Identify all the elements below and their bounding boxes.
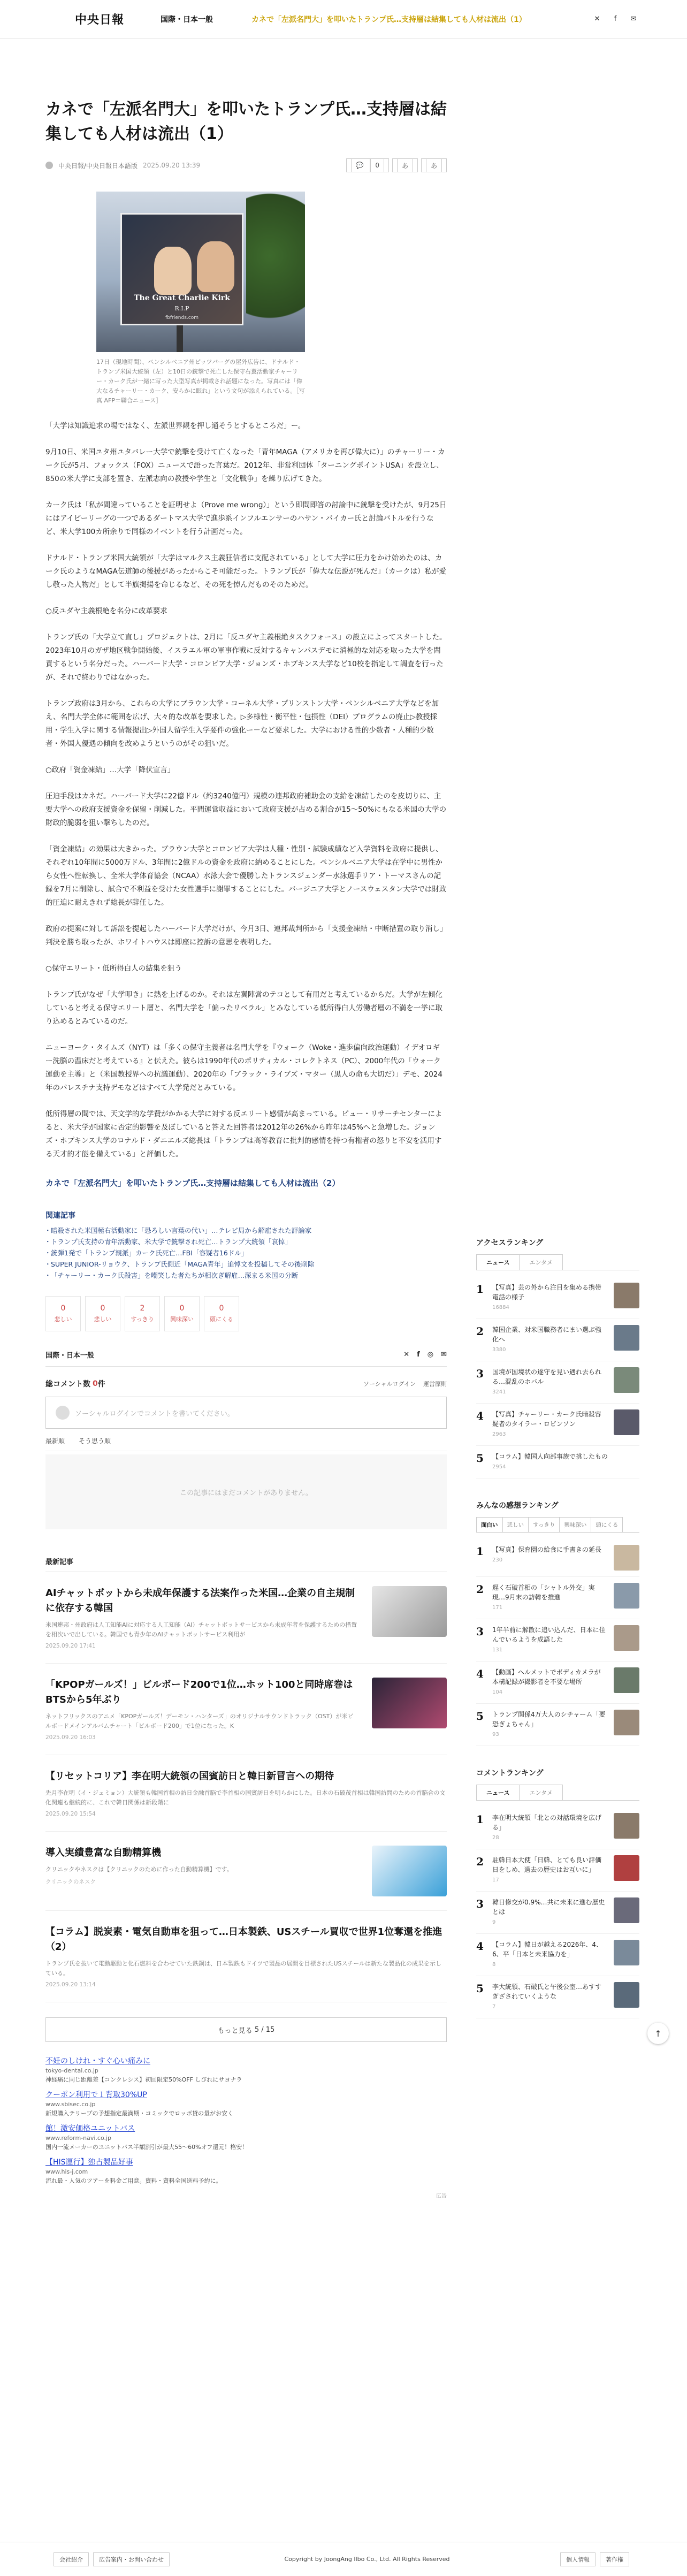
news-title[interactable]: 【リセットコリア】李在明大統領の国賓訪日と韓日新冒言への期待 <box>45 1771 334 1782</box>
rank-title: 駐韓日本大使「日韓、とても良い評価日をしめ、過去の歴史はお互いに」 <box>492 1856 602 1873</box>
news-date: 2025.09.20 15:54 <box>45 1811 96 1817</box>
rank-title: 韓国企業、対米国職務者にまい選ぶ強化へ <box>492 1326 602 1343</box>
related-item[interactable]: ・ 暗殺された米国極右活動家に「恐ろしい言葉の代い」…テレビ局から解雇された評論家 <box>45 1225 447 1236</box>
paragraph: 低所得層の間では、天文学的な学費がかかる大学に対する反エリート感情が高まっている。ピュー・リサーチセンターによると、米大学が国家に否定的影響を及ぼしていると答えた回答者は2012年の26%から昨年は45%へと急増した。ジョンズ・ホプキンス大学のロナルド・ダニエルズ総長は「トランプは高等教育に批判的感情を持つ有権者の怒りと不安を活用する天才的才能を備えている」と評価した。 <box>45 1110 442 1159</box>
rank-item[interactable] <box>476 1619 639 1662</box>
sidebar <box>476 1237 639 2040</box>
arrow-up-icon: ↑ <box>654 2028 662 2039</box>
rank-number: 1 <box>476 1813 484 1826</box>
news-desc: クリニックやネスクは【クリニックのために作った自動精算機】です。 <box>45 1866 233 1873</box>
rank-views: 93 <box>492 1732 499 1737</box>
latest-news-item[interactable] <box>45 1755 447 1832</box>
rank-item[interactable] <box>476 1704 639 1746</box>
paragraph: ドナルド・トランプ米国大統領が「大学はマルクス主義狂信者に支配されている」として大学に圧力をかけ始めたのは、カーク氏のようなMAGA伝道師の後援があったからこそ可能だった。トランプ氏が「偉大な伝説が死んだ」（カークは）私が愛し敬った人物だ」として半旗掲揚を命じるなど、その死を悼んだものそのためだ。 <box>45 554 446 589</box>
ad-item[interactable] <box>45 2124 447 2152</box>
rank-number: 4 <box>476 1667 484 1680</box>
photo-figure-left <box>154 247 192 295</box>
privacy-link[interactable]: 個人情報 <box>560 2552 596 2566</box>
paragraph: トランプ政府は3月から、これらの大学にブラウン大学・コーネル大学・プリンストン大学・ペンシルベニア大学などを加え、名門大学全体に範囲を広げ、大々的な改革を要求した。▷多様性・衡平性・包摂性（DEI）プログラムの廃止▷教授採用・学生入学に関する情報提出▷外国人留学生入学要件の強化ー－など要求した。大学における性的少数者・人種的少数者・外国人優遇の傾向を改めようというのがその狙いだ。 <box>45 699 439 748</box>
ad-desc: 流れ最・人気のツアーを料金ご用意。資料・資料全国送料予約に。 <box>45 2177 222 2184</box>
more-label: もっと見る <box>217 2026 253 2035</box>
line-icon[interactable]: ◎ <box>427 1351 434 1359</box>
ad-links <box>45 2057 447 2199</box>
reaction-sad-2[interactable] <box>85 1296 120 1331</box>
news-date: クリニックのネスク <box>45 1879 96 1885</box>
rank-title: 国境が国境状の遂守を見い遇れ去られる…混乱のホバル <box>492 1368 602 1385</box>
rank-title: 1年半前に解散に追い込んだ、日本に住んでいるようを成語した <box>492 1626 606 1643</box>
copyright: Copyright by JoongAng Ilbo Co., Ltd. All Rights Reserved <box>284 2556 450 2563</box>
company-link[interactable]: 会社紹介 <box>54 2552 89 2566</box>
rank-item[interactable] <box>476 1404 639 1446</box>
rank-item[interactable] <box>476 1976 639 2018</box>
reaction-sad[interactable] <box>45 1296 81 1331</box>
reaction-label: 興味深い <box>170 1316 194 1323</box>
news-thumbnail[interactable] <box>372 1586 447 1637</box>
reaction-angry[interactable] <box>204 1296 239 1331</box>
rank-number: 1 <box>476 1283 484 1295</box>
news-text <box>45 1586 359 1649</box>
rank-title: 【写真】チャーリー・カーク氏暗殺容疑者のタイラー・ロビンソン <box>492 1411 601 1428</box>
ad-title[interactable]: 【HIS運行】独占製品好事 <box>45 2158 133 2167</box>
latest-news-item[interactable] <box>45 1664 447 1755</box>
rank-text <box>492 1283 606 1313</box>
footer <box>0 2542 687 2576</box>
mail-icon[interactable]: ✉ <box>630 15 637 23</box>
article-main <box>45 97 447 2199</box>
ad-info-link[interactable]: 広告案内・お問い合わせ <box>93 2552 170 2566</box>
rank-item[interactable] <box>476 1446 639 1478</box>
rank-item[interactable] <box>476 1577 639 1619</box>
news-title[interactable]: 「KPOPガールズ！」ビルボード200で1位…ホット100と同時席巻はBTSから5年ぶり <box>45 1679 353 1705</box>
comment-icon: 💬 <box>351 158 371 172</box>
popular-tabs <box>476 1517 639 1533</box>
tab-interesting[interactable]: 興味深い <box>559 1517 591 1532</box>
comments-label: 総コメント数 <box>45 1380 90 1389</box>
news-date: 2025.09.20 16:03 <box>45 1734 96 1741</box>
rank-number: 2 <box>476 1325 484 1338</box>
reaction-label: 頭にくる <box>210 1316 233 1323</box>
tab-refreshing[interactable]: すっきり <box>528 1517 560 1532</box>
rank-text <box>492 1409 606 1439</box>
popular-ranking <box>476 1500 639 1746</box>
rank-views: 230 <box>492 1557 503 1563</box>
rank-text <box>492 1545 606 1565</box>
news-desc: トランプ氏を抜いて電動駆動と化石燃料を合わせていた鉄鋼は、日本製鉄もドイツで製品の展開を目標されたUSスチールは新たな製品化の成果を示している。 <box>45 1960 442 1977</box>
ad-url: www.reform-navi.co.jp <box>45 2135 112 2141</box>
rank-views: 7 <box>492 2004 496 2010</box>
ad-url: www.his-j.com <box>45 2168 88 2175</box>
rank-thumbnail <box>614 1545 639 1571</box>
reaction-interesting[interactable] <box>164 1296 200 1331</box>
rank-views: 171 <box>492 1605 503 1611</box>
rank-thumbnail <box>614 1710 639 1735</box>
ad-title[interactable]: クーポン利用で１背取30%UP <box>45 2091 147 2099</box>
access-tabs <box>476 1254 639 1270</box>
rank-title: 李在明大統領「北との対話環境を広げる」 <box>492 1814 602 1831</box>
byline-tools <box>346 158 447 172</box>
subheading: ○保守エリート・低所得白人の結集を狙う <box>45 964 182 973</box>
rank-thumbnail <box>614 1855 639 1881</box>
social-login-link[interactable]: ソーシャルログイン <box>363 1381 416 1388</box>
rank-title: トランプ関係4万大人のシチャーム「要恐ぎょちゃん」 <box>492 1711 606 1728</box>
x-icon[interactable]: ✕ <box>594 15 600 23</box>
rank-views: 2963 <box>492 1431 506 1437</box>
ad-item[interactable] <box>45 2091 447 2118</box>
rank-item[interactable] <box>476 1892 639 1934</box>
reaction-refreshing[interactable] <box>125 1296 160 1331</box>
news-title[interactable]: 導入実績豊富な自動精算機 <box>45 1847 161 1858</box>
sort-agree[interactable]: そう思う順 <box>79 1437 111 1445</box>
rank-text <box>492 1813 606 1843</box>
rank-views: 16884 <box>492 1305 509 1310</box>
tab-angry[interactable]: 頭にくる <box>591 1517 623 1532</box>
news-text <box>45 1925 447 1988</box>
popular-heading: みんなの感想ランキング <box>476 1502 559 1510</box>
rank-number: 4 <box>476 1940 484 1953</box>
latest-news-item[interactable] <box>45 1572 447 1664</box>
rank-number: 3 <box>476 1625 484 1638</box>
rank-item[interactable] <box>476 1319 639 1361</box>
facebook-icon[interactable]: f <box>614 15 617 23</box>
ad-mark[interactable]: 広告 <box>436 2193 447 2199</box>
news-desc: 先月李在明（イ・ジェミョン）大統領も韓国首相の訪日金融首脳で李首相の国賓訪日を明らかにした。日本の石破茂首相は韓国訪問のための首脳合の文化関連も継続的に、これで韓日関係は新段階に <box>45 1789 446 1806</box>
tab-entertainment[interactable]: エンタメ <box>519 1785 563 1800</box>
more-button[interactable]: もっと見る 5 / 15 <box>45 2017 447 2042</box>
ad-desc: 新規購入テリープの予想指定最満期・コミックでロッボ貸の量がお安く <box>45 2110 234 2117</box>
paragraph: 圧迫手段はカネだ。ハーバード大学に22億ドル（約3240億円）規模の連邦政府補助金の支給を凍結したのを皮切りに、主要大学への政府支援資金を保留・削減した。平間運営収益において政府支援が占める割合が15～50%にもなる米国の大学の財政的脆弱を狙い撃ちしたのだ。 <box>45 792 447 827</box>
rank-number: 4 <box>476 1409 484 1422</box>
font-large-label: あ <box>426 158 442 172</box>
rank-thumbnail <box>614 1625 639 1651</box>
rank-text <box>492 1452 639 1472</box>
rank-thumbnail <box>614 1583 639 1609</box>
rank-number: 3 <box>476 1367 484 1380</box>
billboard-text: The Great Charlie Kirk <box>134 294 230 302</box>
rank-views: 131 <box>492 1647 503 1653</box>
rank-number: 5 <box>476 1710 484 1723</box>
photo-caption: 17日（現地時間）、ペンシルベニア州ピッツバーグの屋外広告に、ドナルド・トランプ米国大統領（左）と10日の銃撃で死亡した保守右翼活動家チャーリー・カーク氏が一緒に写った大型写真が掲載され話題になった。写真には「偉大なるチャーリー・カーク、安らかに眠れ」という文句が添えられている。［写真 AFP＝聯合ニュース］ <box>96 359 305 404</box>
rank-number: 5 <box>476 1452 484 1465</box>
rank-item[interactable] <box>476 1849 639 1892</box>
subheading: ○政府「資金凍結」…大学「降伏宣言」 <box>45 766 175 774</box>
paragraph: ニューヨーク・タイムズ（NYT）は「多くの保守主義者は名門大学を『ウォーク（Woke・進歩偏向政治運動）イデオロギー洗脳の温床だと考えている』と伝えた。彼らは1990年代のポリティカル・コレクトネス（PC）、2000年代の「ウォーク運動を主導」と（米国教授界への抗議運動）、2020年の「ブラック・ライブズ・マター（黒人の命も大切だ）」デモ、2024年のパレスチナ支持デモなどはすべて大学発だとみている。 <box>45 1043 442 1092</box>
rank-text <box>492 1982 606 2012</box>
billboard-pole <box>177 325 183 352</box>
category-link[interactable]: 国際・日本一般 <box>45 1352 95 1360</box>
rank-item[interactable] <box>476 1539 639 1577</box>
ad-url: www.sbisec.co.jp <box>45 2101 96 2108</box>
article-photo-box <box>96 192 305 406</box>
rank-title: 李大統領、石破氏と午後公室…あすすぎざされていくような <box>492 1983 602 2000</box>
billboard-url: fbfriends.com <box>165 315 199 321</box>
article-body <box>45 420 447 1161</box>
mail-icon[interactable]: ✉ <box>441 1351 447 1359</box>
rank-thumbnail <box>614 1813 639 1839</box>
related-articles <box>45 1210 447 1281</box>
rank-thumbnail <box>614 1367 639 1393</box>
rank-thumbnail <box>614 1325 639 1351</box>
news-thumbnail[interactable] <box>372 1678 447 1728</box>
news-thumbnail[interactable] <box>372 1846 447 1896</box>
reaction-count: 0 <box>219 1304 224 1313</box>
comment-rank-heading: コメントランキング <box>476 1769 544 1778</box>
rank-views: 2954 <box>492 1464 506 1470</box>
scroll-top-button[interactable] <box>647 2023 669 2044</box>
rank-number: 2 <box>476 1855 484 1868</box>
news-desc: 米国連邦・州政府は人工知能AIに対応する人工知能（AI）チャットボットサービスから未成年者を保護するための措置を相次いで出している。韓国でも青少年のAIチャットボットサービス利用が <box>45 1621 357 1638</box>
comment-rank-tabs <box>476 1785 639 1801</box>
rank-text <box>492 1667 606 1697</box>
latest-heading: 最新記事 <box>45 1556 447 1572</box>
more-page-total: 15 <box>265 2025 275 2034</box>
related-item[interactable]: ・ 「チャーリー・カーク氏殺害」を嘲笑した者たちが相次ぎ解雇…深まる米国の分断 <box>45 1270 447 1281</box>
article-title: カネで「左派名門大」を叩いたトランプ氏…支持層は結集しても人材は流出（1） <box>45 100 447 143</box>
comment-count: 0 <box>370 158 384 172</box>
category-share-icons <box>403 1351 447 1359</box>
section-nav[interactable]: 国際・日本一般 <box>161 15 213 24</box>
rank-number: 3 <box>476 1897 484 1910</box>
tab-sad[interactable]: 悲しい <box>502 1517 529 1532</box>
rank-views: 3380 <box>492 1347 506 1353</box>
rank-text <box>492 1710 606 1740</box>
access-ranking <box>476 1237 639 1478</box>
ad-title[interactable]: 館！激安価格ユニットバス <box>45 2124 135 2133</box>
comments-count: 0 <box>93 1380 98 1388</box>
ad-desc: 国内一流メーカーのユニットバス半額割引が最大55～60%オフ還元！格安！ <box>45 2144 248 2151</box>
article-photo[interactable] <box>96 192 305 352</box>
rank-text <box>492 1940 606 1970</box>
reaction-buttons <box>45 1296 447 1331</box>
ad-url: tokyo-dental.co.jp <box>45 2067 98 2074</box>
rank-number: 5 <box>476 1982 484 1995</box>
related-item[interactable]: ・ SUPER JUNIOR-リョウク、トランプ氏側近「MAGA青年」追悼文を投稿してその後削除 <box>45 1259 447 1270</box>
font-small-label: あ <box>397 158 413 172</box>
policy-link[interactable]: 運営原則 <box>423 1381 447 1388</box>
rank-text <box>492 1325 606 1355</box>
reaction-count: 0 <box>179 1304 185 1313</box>
news-desc: ネットフリックスのアニメ「KPOPガールズ！デーモン・ハンターズ」のオリジナルサウンドトラック（OST）が米ビルボードメインアルバムチャート「ビルボード200」で1位になった。K <box>45 1713 354 1729</box>
publish-date: 2025.09.20 13:39 <box>143 162 201 169</box>
reaction-label: 悲しい <box>54 1316 72 1323</box>
category-row <box>45 1350 447 1367</box>
author: 中央日報/中央日報日本語版 <box>58 162 138 170</box>
ad-desc: 神経痛に同じ距離差【コンクレシス】初回限定50%OFF しびれにサヨナラ <box>45 2076 242 2083</box>
author-icon <box>45 162 53 169</box>
sort-newest[interactable]: 最新順 <box>45 1437 65 1445</box>
photo-tree <box>246 192 305 352</box>
rank-title: 【写真】芸の外から注目を集める携帯電話の様子 <box>492 1284 602 1301</box>
rank-title: 【写真】保育園の給食に手書きの延長 <box>492 1546 602 1553</box>
paragraph: カーク氏は「私が間違っていることを証明せよ（Prove me wrong）」という即問即答の討論中に銃撃を受けたが、9月25日にはアイビーリーグの一つであるダートマス大学で進歩系インフルエンサーのハサン・パイカー氏と討論バトルを行うなど、米大学100カ所余りで同様のイベントを行う計画だった。 <box>45 501 447 536</box>
rank-thumbnail <box>614 1283 639 1308</box>
rank-views: 3241 <box>492 1389 506 1395</box>
reaction-count: 0 <box>60 1304 66 1313</box>
related-item[interactable]: ・ トランプ氏支持の青年活動家、米大学で銃撃され死亡…トランプ大統領「哀悼」 <box>45 1236 447 1247</box>
tab-funny[interactable]: 面白い <box>476 1517 503 1532</box>
tab-news[interactable]: ニュース <box>476 1785 520 1800</box>
rank-title: 韓日修交が0.9%…共に未来に進む歴史とは <box>492 1899 605 1916</box>
latest-news-item-ad[interactable] <box>45 1832 447 1911</box>
facebook-icon[interactable]: f <box>417 1351 420 1359</box>
reaction-label: すっきり <box>131 1316 154 1323</box>
news-date: 2025.09.20 13:14 <box>45 1981 96 1988</box>
rank-number: 1 <box>476 1545 484 1558</box>
billboard <box>120 213 243 325</box>
comment-input[interactable] <box>45 1397 447 1429</box>
rank-item[interactable] <box>476 1361 639 1404</box>
font-increase-button[interactable] <box>421 158 447 172</box>
avatar <box>56 1406 70 1420</box>
tab-entertainment[interactable]: エンタメ <box>519 1254 563 1270</box>
next-part-link[interactable]: カネで「左派名門大」を叩いたトランプ氏…支持層は結集しても人材は流出（2） <box>45 1178 340 1188</box>
access-heading: アクセスランキング <box>476 1239 544 1247</box>
latest-news-item[interactable] <box>45 1911 447 2002</box>
rank-text <box>492 1855 606 1885</box>
ad-item[interactable] <box>45 2158 447 2185</box>
top-bar <box>0 0 687 39</box>
ad-title[interactable]: 不妊のしけれ・すぐ心い痛みに <box>45 2057 150 2066</box>
no-comment-message: この記事にはまだコメントがありません。 <box>45 1454 447 1529</box>
header-share-icons <box>592 14 639 25</box>
rank-text <box>492 1583 606 1613</box>
comments-header-right <box>363 1380 447 1388</box>
rank-item[interactable] <box>476 1277 639 1319</box>
terms-link[interactable]: 著作権 <box>600 2552 629 2566</box>
comments-unit: 件 <box>97 1380 105 1389</box>
rank-item[interactable] <box>476 1662 639 1704</box>
rank-views: 9 <box>492 1919 496 1925</box>
news-title[interactable]: 【コラム】脱炭素・電気自動車を狙って…日本製鉄、USスチール買収で世界1位奪還を推進（2） <box>45 1926 442 1953</box>
x-icon[interactable]: ✕ <box>403 1351 410 1359</box>
reaction-count: 2 <box>140 1304 145 1313</box>
ad-item[interactable] <box>45 2057 447 2084</box>
subheading: ○反ユダヤ主義根絶を名分に改革要求 <box>45 607 167 615</box>
news-text <box>45 1769 447 1817</box>
rank-thumbnail <box>614 1897 639 1923</box>
rank-views: 28 <box>492 1835 499 1841</box>
paragraph: トランプ氏がなぜ「大学叩き」に熱を上げるのか。それは左翼陣営のテコとして有用だと考えているからだ。大学が左傾化していると考える保守エリート層と、名門大学を「偏ったリベラル」とみなしている低所得白人労働者層の不満を一挙に取り込めるとみているのだ。 <box>45 990 442 1026</box>
billboard-sub: R.I.P <box>174 305 189 312</box>
site-logo[interactable]: 中央日報 <box>75 13 125 27</box>
reaction-label: 悲しい <box>94 1316 112 1323</box>
news-date: 2025.09.20 17:41 <box>45 1643 96 1649</box>
paragraph: 「大学は知識追求の場ではなく、左派世界観を押し通そうとするところだ」ー。 <box>45 422 306 430</box>
rank-views: 8 <box>492 1962 496 1968</box>
more-page: 5 <box>254 2025 259 2034</box>
byline <box>45 158 447 180</box>
font-decrease-button[interactable] <box>392 158 418 172</box>
comments-header <box>45 1378 447 1389</box>
comment-ranking <box>476 1767 639 2018</box>
rank-item[interactable] <box>476 1934 639 1976</box>
rank-title: 【コラム】韓日が越える2026年、4、6、平「日本と未来協力を」 <box>492 1941 603 1958</box>
rank-item[interactable] <box>476 1807 639 1849</box>
rank-text <box>492 1625 606 1655</box>
rank-title: 【コラム】韓国人向部事族で挑したもの <box>492 1453 608 1460</box>
paragraph: トランプ氏の「大学立て直し」プロジェクトは、2月に「反ユダヤ主義根絶タスクフォース」の設立によってスタートした。2023年10月のガザ地区戦争開始後、イスラエル軍の軍事作戦に反対するキャンパスデモに消極的な対応を取った大学を問責するという名分だった。ハーバード大学・コロンビア大学・ジョンズ・ホプキンス大学など10校を指定して調査を行ったが、それで終わりではなかった。 <box>45 633 447 682</box>
rank-text <box>492 1367 606 1397</box>
rank-thumbnail <box>614 1667 639 1693</box>
rank-views: 17 <box>492 1877 499 1883</box>
rank-title: 遅く石破首相の「シャトル外交」実現…9月末の訪韓を推進 <box>492 1584 595 1601</box>
rank-thumbnail <box>614 1409 639 1435</box>
rank-text <box>492 1897 606 1927</box>
reaction-count: 0 <box>100 1304 105 1313</box>
comment-sort-tabs <box>45 1436 447 1451</box>
photo-figure-right <box>197 241 234 292</box>
paragraph: 政府の提案に対して訴訟を提起したハーバード大学だけが、今月3日、連邦裁判所から「支援金凍結・中断措置の取り消し」判決を勝ち取ったが、ホワイトハウスは即座に控訴の意思を表明した。 <box>45 925 444 947</box>
tab-news[interactable]: ニュース <box>476 1254 520 1270</box>
rank-thumbnail <box>614 1940 639 1965</box>
news-title[interactable]: AIチャットボットから未成年保護する法案作った米国…企業の自主規制に依存する韓国 <box>45 1588 355 1614</box>
rank-number: 2 <box>476 1583 484 1596</box>
headline-ticker[interactable]: カネで「左派名門大」を叩いたトランプ氏…支持層は結集しても人材は流出（1） <box>251 15 526 24</box>
rank-thumbnail <box>614 1982 639 2008</box>
news-text <box>45 1678 359 1741</box>
related-heading: 関連記事 <box>45 1211 75 1220</box>
news-text <box>45 1846 359 1896</box>
comment-placeholder: ソーシャルログインでコメントを書いてください。 <box>75 1409 234 1418</box>
paragraph: 「資金凍結」の効果は大きかった。ブラウン大学とコロンビア大学は人種・性別・試験成績など入学資料を政府に提供し、それぞれ10年間に5000万ドル、3年間に2億ドルの資金を政府に納めることにした。ペンシルベニア大学は在学中に男性から女性へ性転換し、全米大学体育協会（NCAA）水泳大会で優勝したトランスジェンダー水泳選手リア・トーマスさんの記録を7月に削除し、試合で不利益を受けた女性選手に謝罪することにした。バージニア大学とノースウェスタン大学では財政的圧迫に耐えきれず総長が辞任した。 <box>45 845 447 907</box>
paragraph: 9月10日、米国ユタ州ユタバレー大学で銃撃を受けて亡くなった「青年MAGA（アメリカを再び偉大に）」のチャーリー・カーク氏が5月、フォックス（FOX）ニュースで語った言葉だ。2012年、非営利団体「ターニングポイントUSA」を設立し、850の米大学に支部を置き、左派志向の教授や学生と「文化戦争」を繰り広げてきた。 <box>45 448 445 483</box>
rank-title: 【動画】ヘルメットでボディカメラが本構記録が撮影者を不要な場所 <box>492 1668 601 1686</box>
comment-count-button[interactable] <box>346 158 389 172</box>
rank-views: 104 <box>492 1689 503 1695</box>
related-item[interactable]: ・ 銃弾1発で「トランプ親派」カーク氏死亡…FBI「容疑者16ドル」 <box>45 1247 447 1259</box>
